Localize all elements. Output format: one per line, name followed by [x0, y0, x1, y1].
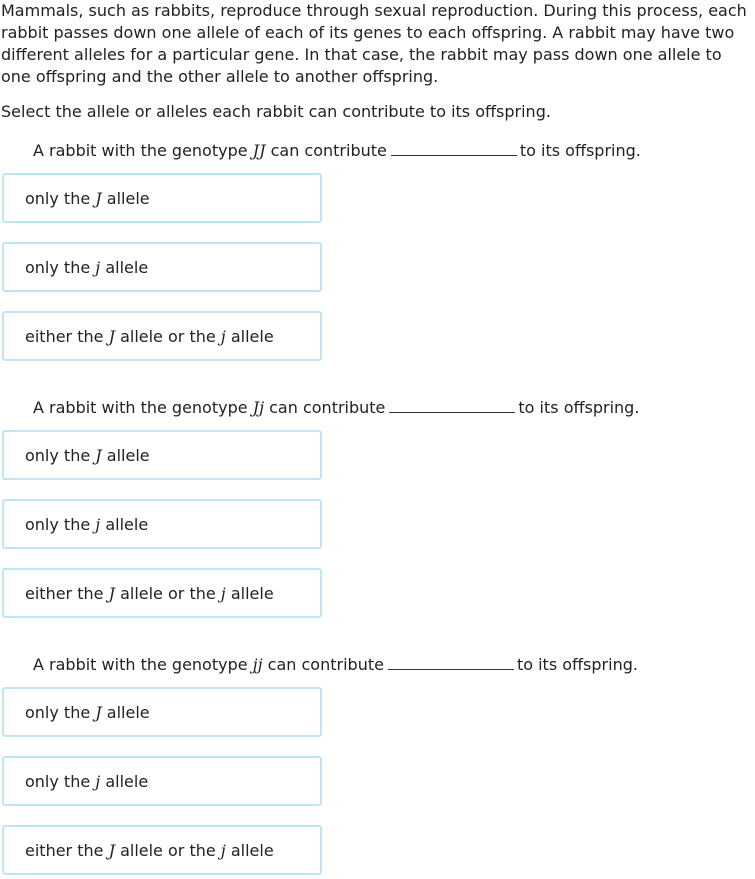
allele-symbol: J: [108, 584, 115, 603]
option-text: either the: [25, 841, 109, 860]
allele-symbol: J: [95, 446, 102, 465]
option-text: only the: [25, 258, 96, 277]
option-only-J-allele[interactable]: [2, 173, 322, 223]
option-label: [25, 703, 150, 723]
option-text: only the: [25, 446, 96, 465]
prompt-start: A rabbit with the genotype: [33, 655, 253, 674]
allele-symbol: J: [95, 189, 102, 208]
option-either-allele[interactable]: [2, 825, 322, 875]
option-text: allele: [101, 189, 150, 208]
question-prompt: [33, 140, 641, 162]
prompt-start: A rabbit with the genotype: [33, 141, 253, 160]
option-label: [25, 327, 274, 347]
option-text: either the: [25, 584, 109, 603]
option-text: allele: [101, 446, 150, 465]
option-text: only the: [25, 772, 96, 791]
option-text: allele or the: [114, 841, 221, 860]
option-text: either the: [25, 327, 109, 346]
answer-blank: [388, 654, 514, 670]
option-text: only the: [25, 703, 96, 722]
option-text: allele: [101, 703, 150, 722]
prompt-end: to its offspring.: [518, 398, 640, 417]
option-text: allele or the: [114, 327, 221, 346]
option-text: allele or the: [114, 584, 221, 603]
option-text: allele: [225, 584, 274, 603]
allele-symbol: j: [220, 584, 226, 603]
option-either-allele[interactable]: [2, 568, 322, 618]
prompt-mid: can contribute: [264, 398, 386, 417]
answer-blank: [389, 397, 515, 413]
option-either-allele[interactable]: [2, 311, 322, 361]
prompt-end: to its offspring.: [519, 141, 641, 160]
option-only-j-allele[interactable]: [2, 242, 322, 292]
genotype: JJ: [252, 141, 266, 160]
option-text: allele: [100, 258, 149, 277]
option-label: [25, 772, 148, 792]
option-label: [25, 841, 274, 861]
instruction-text: Select the allele or alleles each rabbit can contribute to its offspring.: [1, 102, 551, 121]
option-text: allele: [225, 327, 274, 346]
option-text: allele: [225, 841, 274, 860]
answer-blank: [391, 140, 517, 156]
option-only-j-allele[interactable]: [2, 756, 322, 806]
genotype: Jj: [252, 398, 265, 417]
option-text: only the: [25, 515, 96, 534]
intro-paragraph: Mammals, such as rabbits, reproduce through sexual reproduction. During this process, each rabbit passes down one allele of each of its genes to each offspring. A rabbit may have two different alleles for a particular gene. In that case, the rabbit may pass down one allele to one offspring and the other allele to another offspring.: [1, 1, 747, 86]
allele-symbol: j: [220, 327, 226, 346]
option-label: [25, 446, 150, 466]
option-text: allele: [100, 515, 149, 534]
allele-symbol: j: [95, 515, 101, 534]
allele-symbol: j: [95, 772, 101, 791]
option-label: [25, 258, 148, 278]
prompt-start: A rabbit with the genotype: [33, 398, 253, 417]
prompt-mid: can contribute: [265, 141, 387, 160]
option-only-J-allele[interactable]: [2, 430, 322, 480]
question-prompt: [33, 397, 639, 419]
allele-symbol: j: [95, 258, 101, 277]
option-label: [25, 584, 274, 604]
allele-symbol: J: [95, 703, 102, 722]
option-label: [25, 189, 150, 209]
question-prompt: [33, 654, 638, 676]
option-text: allele: [100, 772, 149, 791]
option-only-j-allele[interactable]: [2, 499, 322, 549]
option-label: [25, 515, 148, 535]
allele-symbol: J: [108, 327, 115, 346]
option-only-J-allele[interactable]: [2, 687, 322, 737]
genotype: jj: [252, 655, 263, 674]
allele-symbol: J: [108, 841, 115, 860]
option-text: only the: [25, 189, 96, 208]
allele-symbol: j: [220, 841, 226, 860]
prompt-mid: can contribute: [262, 655, 384, 674]
prompt-end: to its offspring.: [516, 655, 638, 674]
